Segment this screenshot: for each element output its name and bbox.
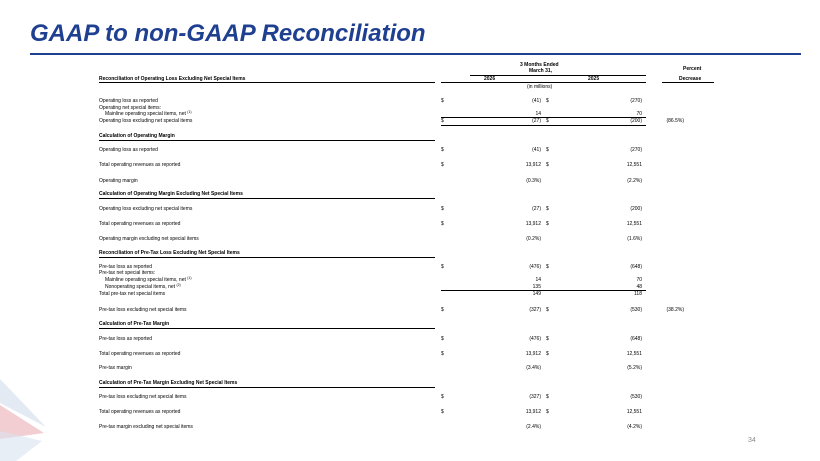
- section-rule: [99, 257, 435, 258]
- table-row: Pre-tax margin (3.4%) (5.2%): [99, 365, 642, 371]
- table-row: Operating loss excluding net special items $ (27) $ (200) (86.5%): [99, 118, 684, 124]
- table-title: Reconciliation of Operating Loss Excluding Net Special Items: [99, 76, 246, 82]
- table-row: Pre-tax loss as reported $ (476) $ (648): [99, 336, 642, 342]
- table-row: Total operating revenues as reported $ 13,912 $ 12,551: [99, 162, 642, 168]
- total-rule: [441, 125, 646, 126]
- table-row: Total operating revenues as reported $ 13,912 $ 12,551: [99, 221, 642, 227]
- table-row: Operating loss as reported $ (41) $ (270): [99, 147, 642, 153]
- period-header-line2: March 31,: [529, 68, 553, 74]
- header-rule-right: [662, 82, 714, 83]
- section-rule: [99, 328, 435, 329]
- units-note: (in millions): [527, 84, 553, 90]
- section-title: Calculation of Pre-Tax Margin Excluding Net Special Items: [99, 380, 238, 386]
- table-row: Pre-tax loss as reported $ (476) $ (648): [99, 264, 642, 270]
- section-title: Calculation of Operating Margin: [99, 133, 175, 139]
- period-header-line1: 3 Months Ended: [520, 62, 559, 68]
- table-row: Total operating revenues as reported $ 13,912 $ 12,551: [99, 351, 642, 357]
- table-row: Total operating revenues as reported $ 13,912 $ 12,551: [99, 409, 642, 415]
- period-header-rule: [470, 75, 646, 76]
- table-row: Operating margin (0.3%) (2.2%): [99, 178, 642, 184]
- section-title: Calculation of Pre-Tax Margin: [99, 321, 170, 327]
- table-row: Operating net special items:: [99, 105, 161, 111]
- table-row: Nonoperating special items, net $^{(2)}$ 135 48: [105, 283, 642, 290]
- table-row: Operating margin excluding net special items (0.2%) (1.6%): [99, 236, 642, 242]
- col-2025: 2025: [588, 76, 600, 82]
- percent-header: Percent: [683, 66, 702, 72]
- page-title: GAAP to non-GAAP Reconciliation: [30, 20, 426, 47]
- section-rule: [99, 198, 435, 199]
- col-percent-decrease: Decrease: [679, 76, 702, 82]
- table-row: Operating loss as reported $ (41) $ (270): [99, 98, 642, 104]
- table-row: Pre-tax loss excluding net special items $ (327) $ (530): [99, 394, 642, 400]
- table-row: Mainline operating special items, net $^{(1)}$ 14 70: [105, 276, 642, 283]
- table-row: Pre-tax margin excluding net special items (2.4%) (4.2%): [99, 424, 642, 430]
- page-number: 34: [748, 437, 756, 444]
- section-rule: [99, 387, 435, 388]
- col-2026: 2026: [484, 76, 496, 82]
- corner-decoration: [0, 321, 60, 461]
- table-row: Mainline operating special items, net $^{(1)}$ 14 70: [105, 110, 642, 117]
- table-row: Operating loss excluding net special items $ (27) $ (200): [99, 206, 642, 212]
- title-divider: [30, 53, 801, 55]
- section-title: Calculation of Operating Margin Excluding Net Special Items: [99, 191, 243, 197]
- header-rule-mid: [441, 82, 646, 83]
- header-rule-left: [99, 82, 435, 83]
- section-rule: [99, 140, 435, 141]
- section-title: Reconciliation of Pre-Tax Loss Excluding Net Special Items: [99, 250, 240, 256]
- table-row: Total pre-tax net special items 149 118: [99, 291, 642, 297]
- table-row: Pre-tax loss excluding net special items $ (327) $ (530) (38.2%): [99, 307, 684, 313]
- table-row: Pre-tax net special items:: [99, 270, 156, 276]
